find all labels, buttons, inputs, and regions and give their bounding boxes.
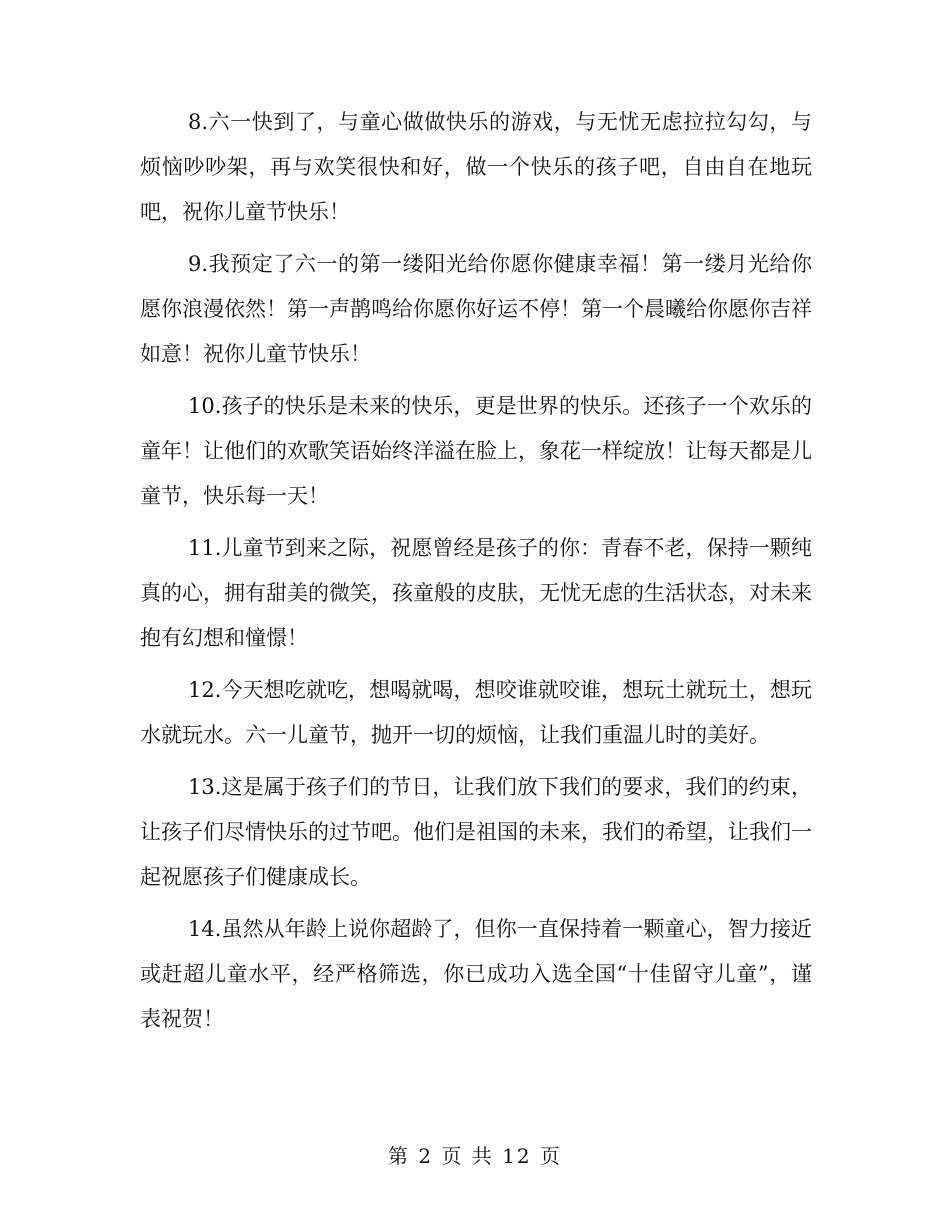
paragraph-12: 12.今天想吃就吃，想喝就喝，想咬谁就咬谁，想玩土就玩土，想玩水就玩水。六一儿童节，抛开一切的烦恼，让我们重温儿时的美好。 (140, 678, 812, 747)
paragraph-9: 9.我预定了六一的第一缕阳光给你愿你健康幸福！第一缕月光给你愿你浪漫依然！第一声鹊鸣给你愿你好运不停！第一个晨曦给你愿你吉祥如意！祝你儿童节快乐！ (140, 252, 812, 366)
paragraph-13: 13.这是属于孩子们的节日，让我们放下我们的要求，我们的约束，让孩子们尽情快乐的过节吧。他们是祖国的未来，我们的希望，让我们一起祝愿孩子们健康成长。 (140, 775, 812, 889)
page-number-footer: 第 2 页 共 12 页 (388, 1144, 562, 1168)
paragraph-8: 8.六一快到了，与童心做做快乐的游戏，与无忧无虑拉拉勾勾，与烦恼吵吵架，再与欢笑很快和好，做一个快乐的孩子吧，自由自在地玩吧，祝你儿童节快乐！ (140, 110, 812, 224)
paragraph-14: 14.虽然从年龄上说你超龄了，但你一直保持着一颗童心，智力接近或赶超儿童水平，经严格筛选，你已成功入选全国“十佳留守儿童”，谨表祝贺！ (140, 917, 812, 1031)
paragraph-10: 10.孩子的快乐是未来的快乐，更是世界的快乐。还孩子一个欢乐的童年！让他们的欢歌笑语始终洋溢在脸上，象花一样绽放！让每天都是儿童节，快乐每一天！ (140, 394, 812, 508)
document-body (140, 100, 812, 1049)
paragraph-11: 11.儿童节到来之际，祝愿曾经是孩子的你：青春不老，保持一颗纯真的心，拥有甜美的微笑，孩童般的皮肤，无忧无虑的生活状态，对未来抱有幻想和憧憬！ (140, 536, 812, 650)
